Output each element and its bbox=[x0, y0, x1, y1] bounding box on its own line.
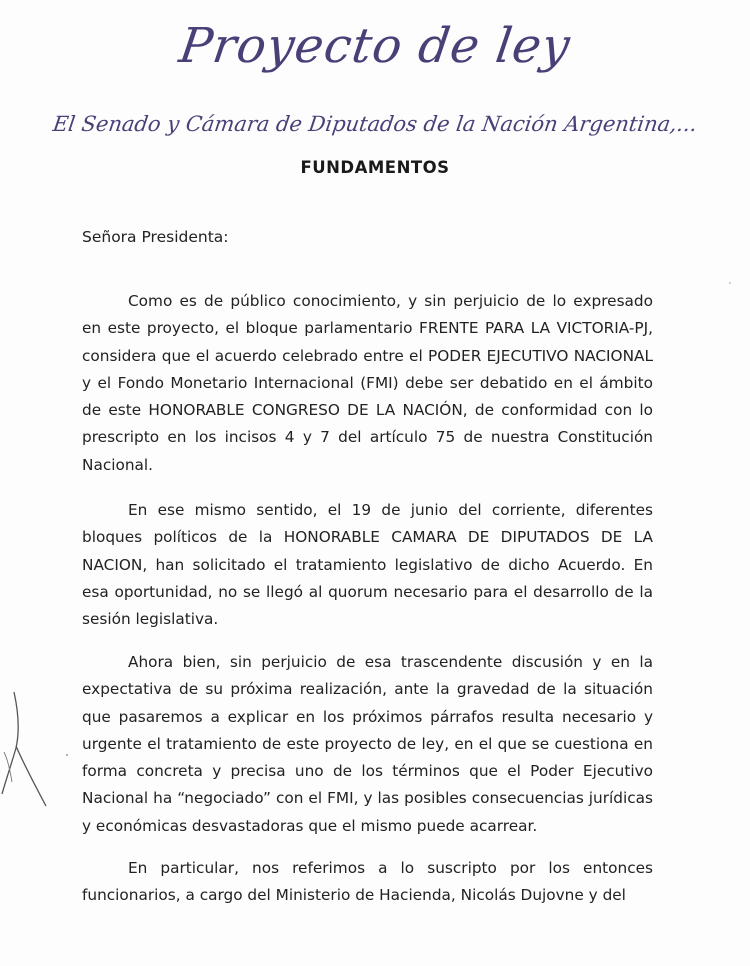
section-heading: FUNDAMENTOS bbox=[300, 158, 450, 177]
paragraph-1: Como es de público conocimiento, y sin perjuicio de lo expresado en este proyecto, el bloque parlamentario FRENTE PARA LA VICTORIA-PJ, considera que el acuerdo celebrado entre el PODER EJECUTIVO NACIONAL y el Fondo Monetario Internacional (FMI) debe ser debatido en el ámbito de este HONORABLE CONGRESO DE LA NACIÓN, de conformidad con lo prescripto en los incisos 4 y 7 del artículo 75 de nuestra Constitución Nacional. bbox=[82, 292, 653, 474]
scan-speck bbox=[729, 282, 731, 284]
paragraph-2: En ese mismo sentido, el 19 de junio del corriente, diferentes bloques políticos de la HONORABLE CAMARA DE DIPUTADOS DE LA NACION, han solicitado el tratamiento legislativo de dicho Acuerdo. En esa oportunidad, no se llegó al quorum necesario para el desarrollo de la sesión legislativa. bbox=[82, 501, 653, 629]
document-title: Proyecto de ley bbox=[175, 18, 575, 74]
handwritten-signature-mark bbox=[0, 690, 60, 810]
scan-speck bbox=[66, 754, 68, 756]
salutation: Señora Presidenta: bbox=[82, 228, 229, 246]
paragraph-3: Ahora bien, sin perjuicio de esa trascendente discusión y en la expectativa de su próxima realización, ante la gravedad de la situación que pasaremos a explicar en los próximos párrafos resulta necesario y urgente el tratamiento de este proyecto de ley, en el que se cuestiona en forma concreta y precisa uno de los términos que el Poder Ejecutivo Nacional ha “negociado” con el FMI, y las posibles consecuencias jurídicas y económicas desvastadoras que el mismo puede acarrear. bbox=[82, 653, 653, 835]
document-subtitle: El Senado y Cámara de Diputados de la Nación Argentina,... bbox=[51, 112, 699, 136]
paragraph-4: En particular, nos referimos a lo suscripto por los entonces funcionarios, a cargo del Ministerio de Hacienda, Nicolás Dujovne y del bbox=[82, 859, 653, 905]
